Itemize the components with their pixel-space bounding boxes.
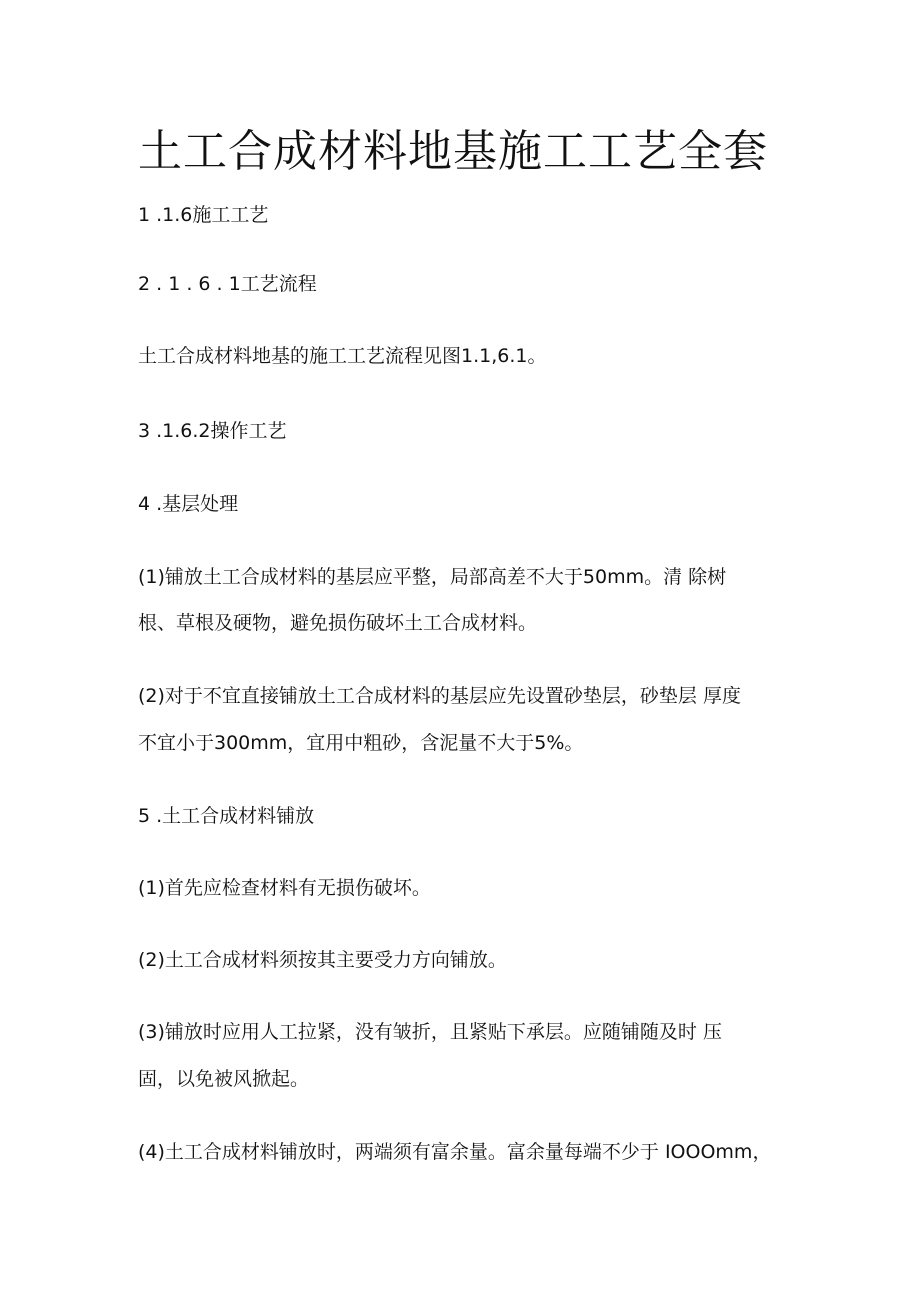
section-heading-process-flow: 2 . 1 . 6 . 1工艺流程 xyxy=(138,273,317,295)
paragraph-item-2-line-1: (2)对于不宜直接铺放土工合成材料的基层应先设置砂垫层，砂垫层 厚度 xyxy=(138,685,741,707)
paragraph-laying-item-3-line-1: (3)铺放时应用人工拉紧，没有皱折，且紧贴下承层。应随铺随及时 压 xyxy=(138,1021,722,1043)
paragraph-laying-item-1: (1)首先应检查材料有无损伤破坏。 xyxy=(138,877,431,899)
section-heading-1-1-6: 1 .1.6施工工艺 xyxy=(138,204,269,226)
document-title: 土工合成材料地基施工工艺全套 xyxy=(138,126,768,177)
section-heading-laying: 5 .土工合成材料铺放 xyxy=(138,805,315,827)
paragraph-item-2-line-2: 不宜小于300mm，宜用中粗砂，含泥量不大于5%。 xyxy=(138,732,584,754)
paragraph-process-flow: 土工合成材料地基的施工工艺流程见图1.1,6.1。 xyxy=(138,345,547,367)
section-heading-operation: 3 .1.6.2操作工艺 xyxy=(138,420,287,442)
paragraph-item-1-line-1: (1)铺放土工合成材料的基层应平整，局部高差不大于50mm。清 除树 xyxy=(138,566,727,588)
paragraph-laying-item-2: (2)土工合成材料须按其主要受力方向铺放。 xyxy=(138,949,507,971)
paragraph-item-1-line-2: 根、草根及硬物，避免损伤破坏土工合成材料。 xyxy=(138,612,538,634)
paragraph-laying-item-3-line-2: 固，以免被风掀起。 xyxy=(138,1068,310,1090)
paragraph-laying-item-4: (4)土工合成材料铺放时，两端须有富余量。富余量每端不少于 IOOOmm， xyxy=(138,1141,772,1163)
section-heading-base-treatment: 4 .基层处理 xyxy=(138,493,239,515)
